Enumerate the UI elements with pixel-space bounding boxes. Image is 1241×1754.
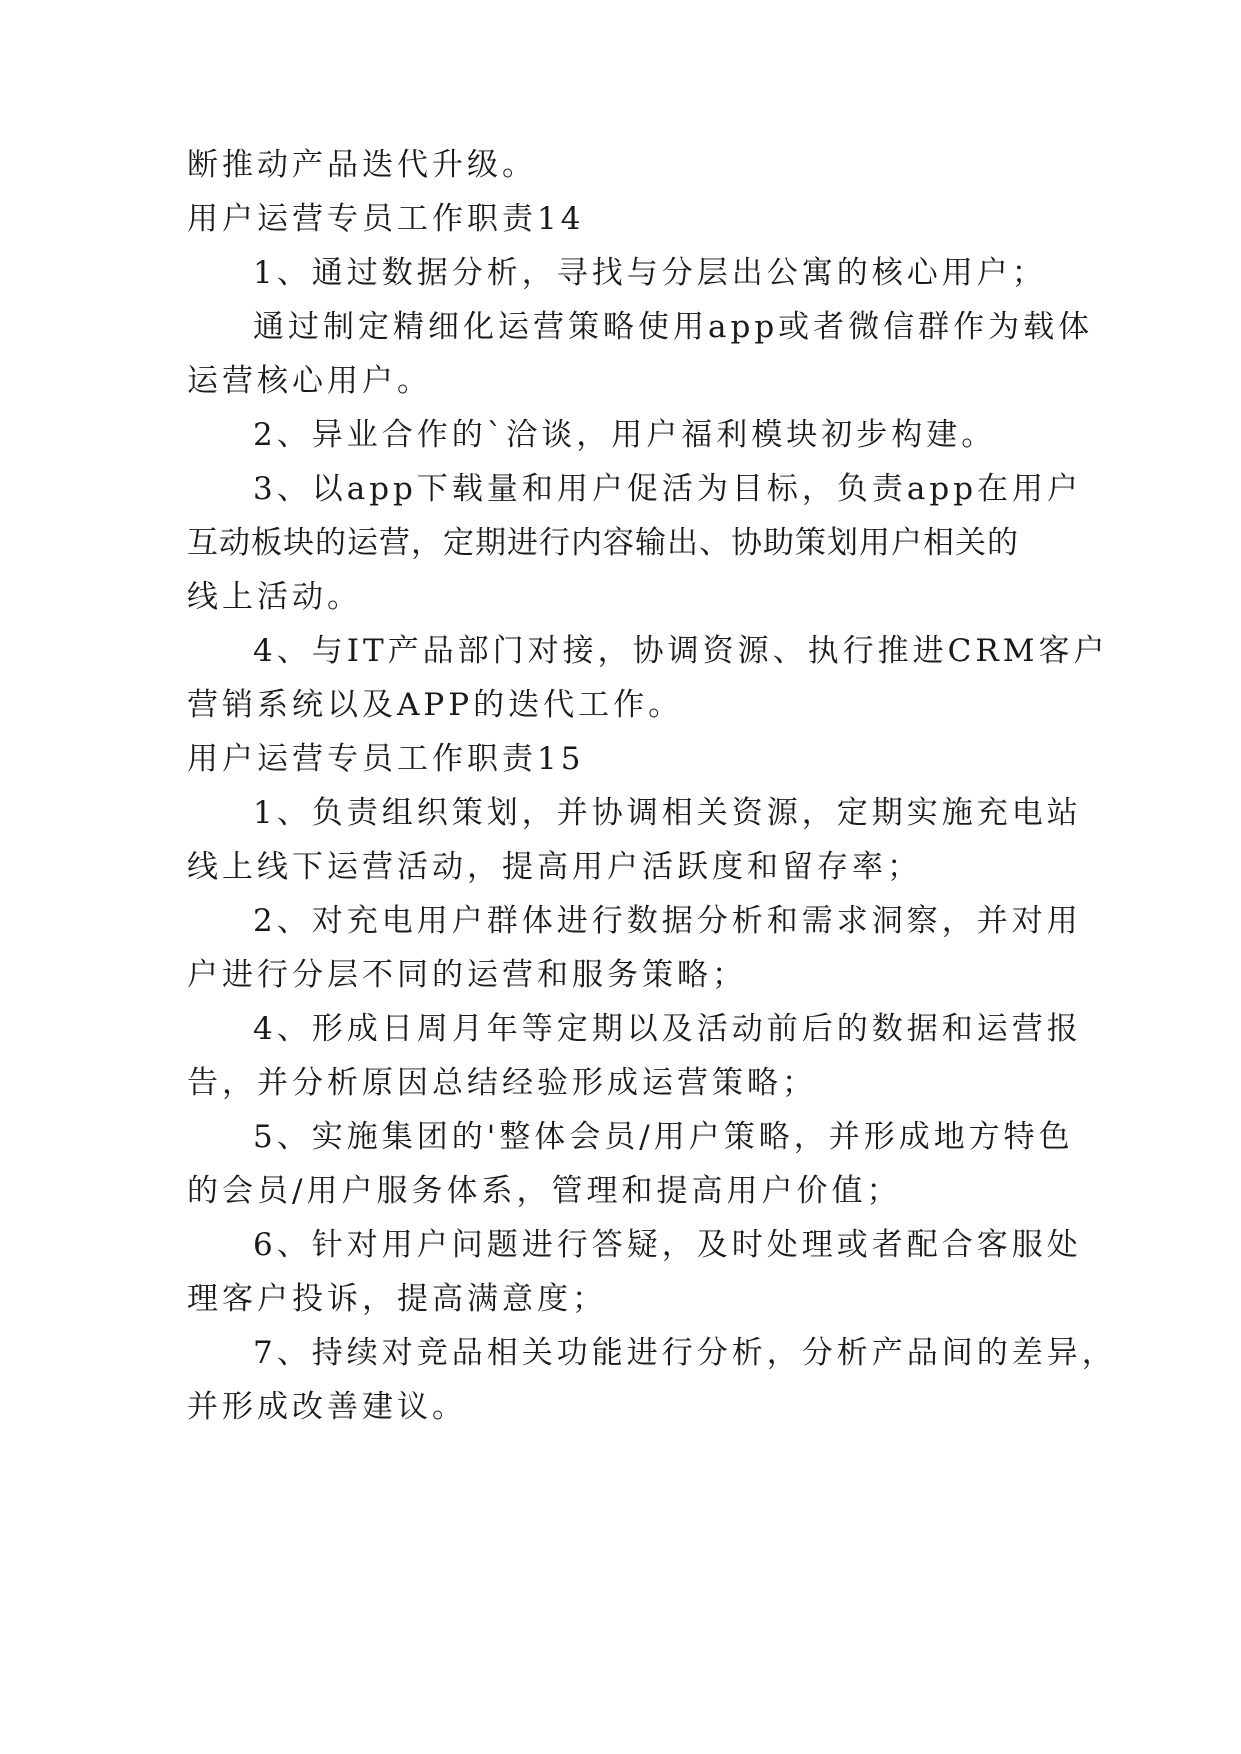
paragraph-line: 告，并分析原因总结经验形成运营策略； [187, 1065, 817, 1101]
paragraph-line: 1、通过数据分析，寻找与分层出公寓的核心用户； [253, 255, 1047, 291]
paragraph-line: 1、负责组织策划，并协调相关资源，定期实施充电站 [253, 795, 1082, 831]
paragraph-line: 并形成改善建议。 [187, 1389, 467, 1425]
section-heading-14: 用户运营专员工作职责14 [187, 201, 585, 237]
paragraph-line: 线上活动。 [187, 579, 362, 615]
paragraph-line: 互动板块的运营，定期进行内容输出、协助策划用户相关的 [187, 525, 1019, 561]
paragraph-line: 2、异业合作的`洽谈，用户福利模块初步构建。 [253, 417, 997, 453]
paragraph-line: 5、实施集团的'整体会员/用户策略，并形成地方特色 [253, 1119, 1074, 1155]
paragraph-line: 通过制定精细化运营策略使用app或者微信群作为载体 [253, 309, 1094, 345]
paragraph-line: 7、持续对竞品相关功能进行分析，分析产品间的差异， [253, 1335, 1117, 1371]
paragraph-line: 6、针对用户问题进行答疑，及时处理或者配合客服处 [253, 1227, 1082, 1263]
paragraph-line: 营销系统以及APP的迭代工作。 [187, 687, 684, 723]
paragraph-line: 4、与IT产品部门对接，协调资源、执行推进CRM客户 [253, 633, 1109, 669]
paragraph-line: 4、形成日周月年等定期以及活动前后的数据和运营报 [253, 1011, 1082, 1047]
paragraph-line: 理客户投诉，提高满意度； [187, 1281, 607, 1317]
paragraph-line: 运营核心用户。 [187, 363, 432, 399]
paragraph-line: 断推动产品迭代升级。 [187, 147, 537, 183]
paragraph-line: 户进行分层不同的运营和服务策略； [187, 957, 747, 993]
paragraph-line: 的会员/用户服务体系，管理和提高用户价值； [187, 1173, 902, 1209]
section-heading-15: 用户运营专员工作职责15 [187, 741, 585, 777]
paragraph-line: 3、以app下载量和用户促活为目标，负责app在用户 [253, 471, 1083, 507]
paragraph-line: 线上线下运营活动，提高用户活跃度和留存率； [187, 849, 922, 885]
paragraph-line: 2、对充电用户群体进行数据分析和需求洞察，并对用 [253, 903, 1082, 939]
